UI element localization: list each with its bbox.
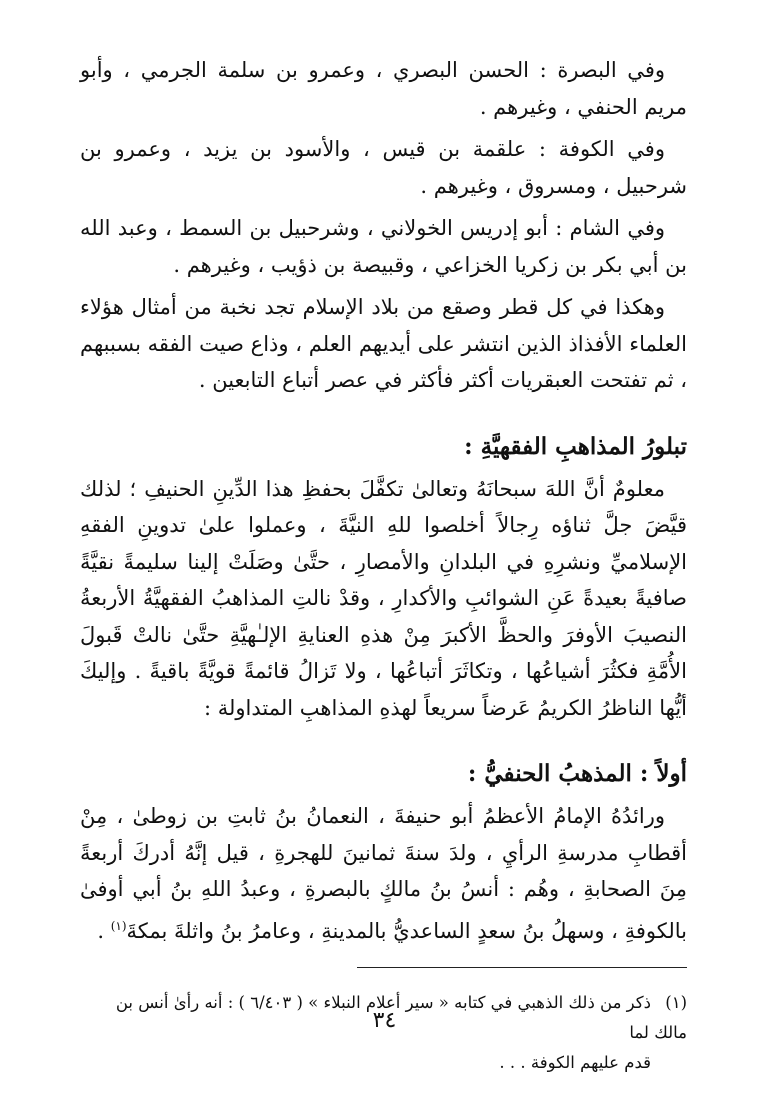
footnote-number: (١) [665,993,687,1012]
paragraph-basra: وفي البصرة : الحسن البصري ، وعمرو بن سلمة الجرمي ، وأبو مريم الحنفي ، وغيرهم . [80,58,687,119]
paragraph-kufa: وفي الكوفة : علقمة بن قيس ، والأسود بن يزيد ، وعمرو بن شرحبيل ، ومسروق ، وغيرهم . [80,137,687,198]
heading-madhahib: تبلورُ المذاهبِ الفقهيَّةِ : [464,432,687,460]
footnote-divider [357,967,687,968]
paragraph-every-region: وهكذا في كل قطر وصقع من بلاد الإسلام تجد نخبة من أمثال هؤلاء العلماء الأفذاذ الذين انتشر على أيديهم العلم ، وذاع صيت الفقه بسببهم ، ثم تفتحت العبقريات أكثر فأكثر في عصر أتباع التابعين . [80,295,687,392]
paragraph-hanafi-end: . [97,918,111,943]
paragraph-hanafi [80,798,687,949]
paragraph-hanafi-text: ورائدُهُ الإمامُ الأعظمُ أبو حنيفةَ ، النعمانُ بنُ ثابتِ بن زوطىٰ ، مِنْ أقطابِ مدرسةِ الرأيِ ، ولدَ سنةَ ثمانينَ للهجرةِ ، قيل إنَّهُ أدركَ أربعةً مِنَ الصحابةِ ، وهُم : أنسُ بنُ مالكٍ بالبصرةِ ، وعبدُ اللهِ بنُ أبي أوفىٰ بالكوفةِ ، وسهلُ بنُ سعدٍ الساعديُّ بالمدينةِ ، وعامرُ بنُ واثلةَ بمكةَ [80,804,687,943]
page-number: ٣٤ [372,1008,397,1033]
footnote-text-1: ذكر من ذلك الذهبي في كتابه « سير أعلام النبلاء » ( ٦/٤٠٣ ) : أنه رأىٰ أنس بن مالك لما [115,993,687,1042]
footnote-line-2: قدم عليهم الكوفة . . . [499,1053,651,1072]
paragraph-sham: وفي الشام : أبو إدريس الخولاني ، وشرحبيل بن السمط ، وعبد الله بن أبي بكر بن زكريا الخزاعي ، وقبيصة بن ذؤيب ، وغيرهم . [80,216,687,277]
paragraph-madhahib: معلومٌ أنَّ اللهَ سبحانَهُ وتعالىٰ تكفَّلَ بحفظِ هذا الدِّينِ الحنيفِ ؛ لذلك قيَّضَ جلَّ ثناؤه رِجالاً أخلصوا للهِ النيَّةَ ، وعملوا علىٰ تدوينِ الفقهِ الإسلاميِّ ونشرِهِ في البلدانِ والأمصارِ ، حتَّىٰ وصَلَتْ إلينا سليمةً نقيَّةً صافيةً بعيدةً عَنِ الشوائبِ والأكدارِ ، وقدْ نالتِ المذاهبُ الفقهيَّةُ الأربعةُ النصيبَ الأوفرَ والحظَّ الأكبرَ مِنْ هذهِ العنايةِ الإلـٰهيَّةِ حتَّىٰ نالتْ قَبولَ الأُمَّةِ فكثُرَ أشياعُها ، وتكاثَرَ أتباعُها ، ولا تَزالُ قائمةً قويَّةً باقيةً . وإليكَ أيُّها الناظرُ الكريمُ عَرضاً سريعاً لهذهِ المذاهبِ المتداولة : [80,476,687,720]
heading-hanafi: أولاً : المذهبُ الحنفيُّ : [467,760,687,787]
footnotes [80,988,687,1078]
footnote-reference[interactable]: (١) [110,918,127,933]
